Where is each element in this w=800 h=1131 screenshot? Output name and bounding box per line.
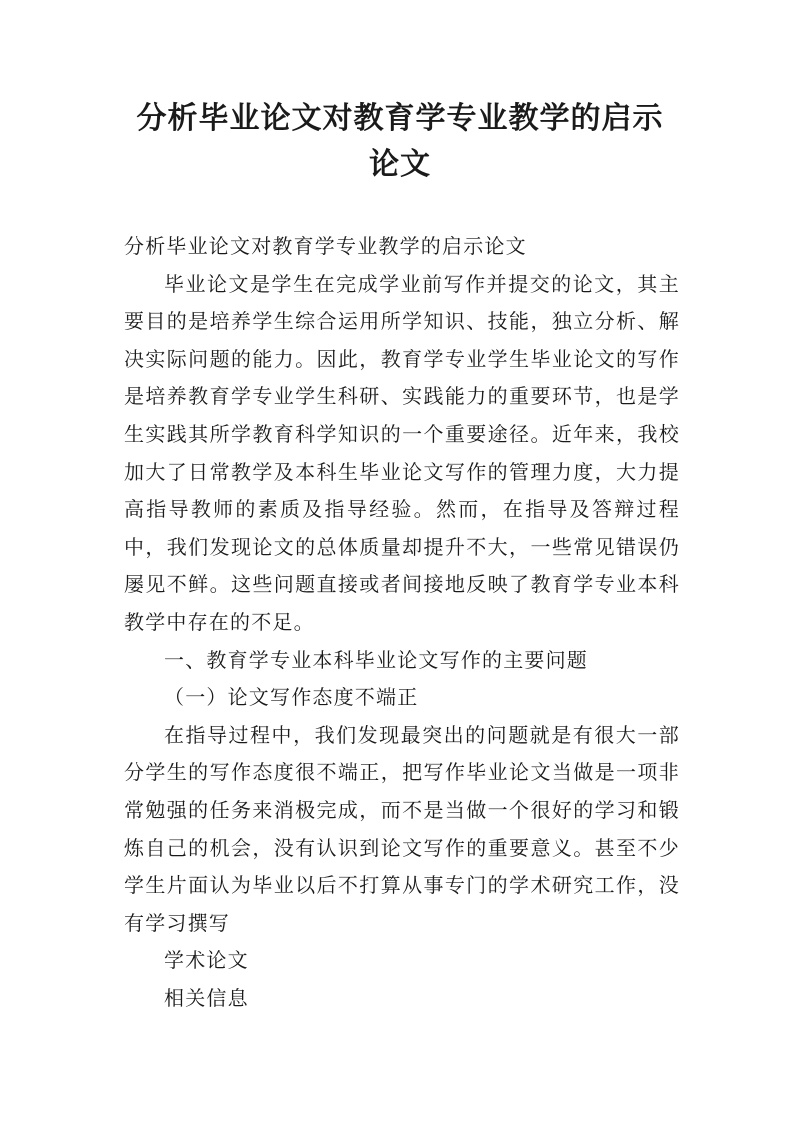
section-heading: 一、教育学专业本科毕业论文写作的主要问题 xyxy=(164,647,588,672)
tag-related-info: 相关信息 xyxy=(164,985,249,1010)
tag-academic-paper: 学术论文 xyxy=(164,948,249,973)
paragraph-attitude: 在指导过程中，我们发现最突出的问题就是有很大一部分学生的写作态度很不端正，把写作毕业论文当做是一项非常勉强的任务来消极完成，而不是当做一个很好的学习和锻炼自己的机会，没有认识到论文写作的重要意义。甚至不少学生片面认为毕业以后不打算从事专门的学术研究工作，没有学习撰写 xyxy=(124,722,680,935)
subsection-heading: （一）论文写作态度不端正 xyxy=(164,685,419,710)
document-title: 分析毕业论文对教育学专业教学的启示论文 xyxy=(136,101,664,182)
subtitle-line: 分析毕业论文对教育学专业教学的启示论文 xyxy=(124,234,527,258)
document-body xyxy=(124,228,680,1017)
paragraph-intro: 毕业论文是学生在完成学业前写作并提交的论文，其主要目的是培养学生综合运用所学知识、技能，独立分析、解决实际问题的能力。因此，教育学专业学生毕业论文的写作是培养教育学专业学生科研、实践能力的重要环节，也是学生实践其所学教育科学知识的一个重要途径。近年来，我校加大了日常教学及本科生毕业论文写作的管理力度，大力提高指导教师的素质及指导经验。然而，在指导及答辩过程中，我们发现论文的总体质量却提升不大，一些常见错误仍屡见不鲜。这些问题直接或者间接地反映了教育学专业本科教学中存在的不足。 xyxy=(124,271,680,634)
